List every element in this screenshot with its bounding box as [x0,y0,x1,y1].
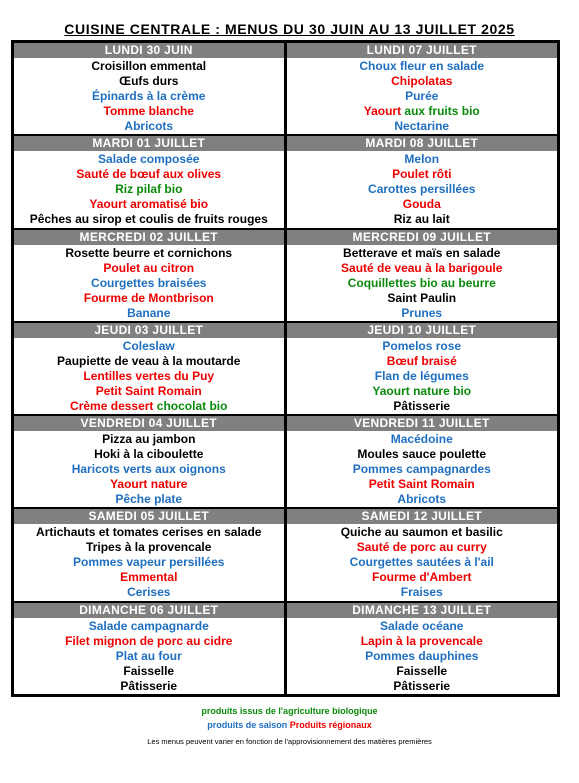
menu-item-text: aux fruits bio [404,104,480,118]
menu-item [287,664,558,679]
menu-item-text: Macédoine [390,432,453,447]
menu-item [287,492,558,507]
day-header: LUNDI 07 JUILLET [287,43,558,58]
menu-item-text: Pomelos rose [382,338,462,353]
menu-item-text: Pêches au sirop et coulis de fruits rouges [29,212,268,227]
menu-item-text: Bœuf braisé [386,353,457,368]
menu-item [287,104,558,119]
menu-item [287,384,558,399]
day-cell-left [13,42,286,135]
menu-item-text: Pommes vapeur persillées [73,555,225,570]
menu-item-text: Gouda [402,197,441,212]
menu-item-text: Plat au four [115,648,182,663]
menu-item [287,477,558,492]
menu-item [287,306,558,321]
menu-items [14,151,284,228]
menu-item-text: Fourme de Montbrison [83,290,214,305]
menu-item-text: Artichauts et tomates cerises en salade [36,525,262,540]
menu-item [287,540,558,555]
menu-item-text: Œufs durs [119,74,179,88]
day-cell-right [286,508,559,601]
menu-item-text: Flan de légumes [374,368,469,383]
menu-item-text: Pommes campagnardes [352,462,491,477]
menu-item-text: Fourme d'Ambert [371,570,472,585]
menu-item-text: Petit Saint Romain [368,477,475,492]
menu-item-text: Rosette beurre et cornichons [65,245,233,260]
menu-item-text: Moules sauce poulette [357,447,487,462]
menu-item-text: Yaourt [363,104,405,118]
menu-item-text: Courgettes sautées à l'ail [349,555,494,570]
menu-item [287,291,558,306]
menu-item [287,246,558,261]
menu-item [287,74,558,89]
menu-item [14,399,284,414]
menu-item [287,261,558,276]
day-header: MERCREDI 09 JUILLET [287,230,558,245]
day-header: SAMEDI 12 JUILLET [287,509,558,524]
menu-item [14,119,284,134]
day-cell-left [13,508,286,601]
menu-item [14,664,284,679]
day-cell-left [13,415,286,508]
legend-regional-label: Produits régionaux [289,720,372,730]
menu-item-text: Lentilles vertes du Puy [83,368,215,383]
day-header: JEUDI 03 JUILLET [14,323,284,338]
menu-item [287,354,558,369]
menu-item [14,167,284,182]
menu-item-text: Pizza au jambon [102,432,196,447]
menu-item [287,462,558,477]
menu-items [287,58,558,135]
menu-item [287,276,558,291]
menu-item-text: Faisselle [396,663,448,678]
menu-item [14,246,284,261]
menu-item [14,354,284,369]
menu-item-text: Sauté de porc au curry [356,540,487,555]
day-header: VENDREDI 11 JUILLET [287,416,558,431]
menu-item-text: Tripes à la provencale [86,540,212,555]
page-title-text: CUISINE CENTRALE : MENUS DU 30 JUIN AU 13 JUILLET 2025 [64,21,515,37]
menu-items [14,245,284,322]
menu-items [287,618,558,695]
menu-item [14,619,284,634]
menu-item-text: Abricots [397,492,447,507]
menu-item [14,369,284,384]
menu-item [14,540,284,555]
menu-item-text: Pêche plate [115,492,183,507]
menu-item [14,306,284,321]
menu-item [14,152,284,167]
menu-item [14,384,284,399]
menu-item [287,525,558,540]
menu-item-text: Petit Saint Romain [95,383,202,398]
day-header: MERCREDI 02 JUILLET [14,230,284,245]
menu-item-text: Salade océane [380,618,464,633]
menu-item-text: Sauté de bœuf aux olives [76,167,222,182]
menu-item-text: Sauté de veau à la barigoule [341,260,503,275]
menu-item-text: Emmental [120,570,178,585]
menu-item [287,369,558,384]
menu-item [14,570,284,585]
day-cell-left [13,602,286,695]
menu-item [14,634,284,649]
menu-item [14,197,284,212]
menu-item-text: Tomme blanche [103,104,194,118]
menu-item [287,649,558,664]
menu-item-text: Nectarine [394,119,450,133]
menu-item-text: Choux fleur en salade [359,59,485,73]
menu-item-text: Coleslaw [122,338,175,353]
menu-items [287,338,558,415]
menu-item [14,104,284,119]
menu-item [14,492,284,507]
legend-bio-label: produits issus de l'agriculture biologique [201,706,378,716]
day-header: MARDI 01 JUILLET [14,136,284,151]
menu-item [287,555,558,570]
menu-item [287,59,558,74]
day-cell-right [286,322,559,415]
menu-item-text: Poulet au citron [103,260,195,275]
menu-items [14,618,284,695]
day-cell-right [286,42,559,135]
menu-items [287,431,558,508]
page-title [0,20,579,38]
menu-item-text: Cerises [127,585,171,600]
menu-item [287,679,558,694]
menu-item [14,89,284,104]
day-header: MARDI 08 JUILLET [287,136,558,151]
menu-item [14,585,284,600]
menu-item-text: Hoki à la ciboulette [94,447,204,462]
menu-item [14,477,284,492]
menu-item-text: Coquillettes bio au beurre [347,275,496,290]
menu-items [287,245,558,322]
menu-items [287,151,558,228]
day-header: JEUDI 10 JUILLET [287,323,558,338]
menu-item [14,679,284,694]
menu-item-text: Prunes [401,305,443,320]
day-cell-left [13,229,286,322]
menu-item [14,261,284,276]
menu-items [14,524,284,601]
menu-table [11,40,560,697]
menu-item [14,182,284,197]
menu-item-text: Faisselle [123,663,175,678]
menu-item [14,525,284,540]
day-cell-right [286,229,559,322]
menu-item [287,634,558,649]
menu-item-text: Riz au lait [393,212,450,227]
menu-item-text: Paupiette de veau à la moutarde [57,353,241,368]
menu-item [14,555,284,570]
menu-item [14,74,284,89]
menu-item [287,399,558,414]
menu-item [287,339,558,354]
menu-items [14,58,284,135]
menu-item-text: Pâtisserie [393,398,451,413]
menu-item-text: Courgettes braisées [91,275,207,290]
menu-item [14,339,284,354]
menu-item-text: chocolat bio [156,398,228,413]
menu-item-text: Pâtisserie [120,678,178,693]
menu-item [14,447,284,462]
menu-item [287,212,558,227]
menu-item-text: Salade composée [98,152,200,167]
menu-item [287,182,558,197]
menu-item [14,649,284,664]
menu-item-text: Abricots [124,119,174,133]
menu-item-text: Haricots verts aux oignons [71,462,226,477]
menu-item-text: Quiche au saumon et basilic [340,525,503,540]
menu-item-text: Pommes dauphines [365,648,479,663]
menu-items [14,338,284,415]
menu-item [287,89,558,104]
menu-item-text: Purée [405,89,439,103]
menu-item-text: Betterave et maïs en salade [343,245,501,260]
menu-item-text: Saint Paulin [387,290,457,305]
legend-season-regional [0,719,579,731]
menu-item-text: Yaourt nature bio [372,383,472,398]
menu-item [287,585,558,600]
menu-item-text: Fraises [400,585,443,600]
menu-items [287,524,558,601]
menu-item-text: Yaourt aromatisé bio [89,197,209,212]
day-cell-right [286,135,559,228]
menu-item [287,447,558,462]
menu-item-text: Melon [404,152,440,167]
day-header: SAMEDI 05 JUILLET [14,509,284,524]
menu-item-text: Poulet rôti [392,167,452,182]
menu-items [14,431,284,508]
menu-item [287,197,558,212]
menu-item-text: Yaourt nature [110,477,188,492]
day-cell-left [13,322,286,415]
menu-item [14,462,284,477]
day-header: LUNDI 30 JUIN [14,43,284,58]
day-header: DIMANCHE 13 JUILLET [287,603,558,618]
legend-season-label: produits de saison [207,720,288,730]
menu-item-text: Pâtisserie [393,678,451,693]
menu-item [287,167,558,182]
menu-item-text: Banane [127,305,171,320]
menu-item [14,276,284,291]
menu-item-text: Crème dessert [70,398,157,413]
menu-item-text: Filet mignon de porc au cidre [65,633,233,648]
footnote: Les menus peuvent varier en fonction de l'approvisionnement des matières premières [147,737,432,746]
day-cell-right [286,602,559,695]
menu-item [14,59,284,74]
menu-item-text: Carottes persillées [368,182,476,197]
menu-item [287,619,558,634]
menu-item [14,432,284,447]
day-cell-left [13,135,286,228]
menu-item [287,119,558,134]
menu-item [14,212,284,227]
menu-item [14,291,284,306]
menu-item-text: Croisillon emmental [91,59,207,73]
menu-item-text: Chipolatas [391,74,453,88]
menu-item-text: Salade campagnarde [88,618,209,633]
day-header: VENDREDI 04 JUILLET [14,416,284,431]
menu-item [287,432,558,447]
menu-item-text: Épinards à la crème [92,89,206,103]
day-cell-right [286,415,559,508]
menu-item-text: Riz pilaf bio [115,182,183,197]
menu-item-text: Lapin à la provencale [360,633,483,648]
menu-item [287,152,558,167]
day-header: DIMANCHE 06 JUILLET [14,603,284,618]
menu-item [287,570,558,585]
legend-bio [0,705,579,717]
